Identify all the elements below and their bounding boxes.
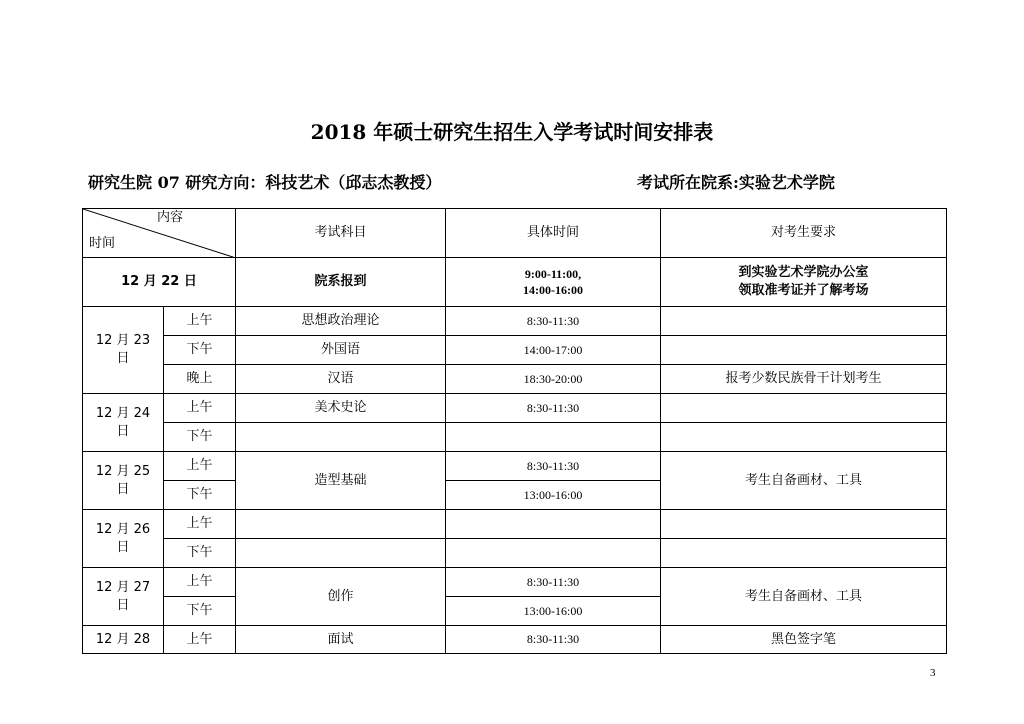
period-cell: 下午 [164,597,236,626]
date-cell [83,307,164,394]
date-line: 12 月 27 [95,579,151,595]
period-cell: 上午 [164,510,236,539]
table-row [83,365,947,394]
time-cell: 18:30-20:00 [446,365,661,394]
time-cell: 8:30-11:30 [446,626,661,654]
subject-cell [236,539,446,568]
date-cell: 12 月 22 日 [83,258,236,307]
date-cell [83,568,164,626]
subject-cell: 院系报到 [236,258,446,307]
subject-cell: 造型基础 [236,452,446,510]
date-line: 日 [116,351,130,366]
period-cell: 上午 [164,307,236,336]
exam-schedule-table [82,208,947,654]
period-cell: 上午 [164,568,236,597]
header-schedule: 具体时间 [446,209,661,258]
time-line: 14:00-16:00 [523,283,583,297]
requirement-cell [661,394,947,423]
subject-cell: 思想政治理论 [236,307,446,336]
time-cell: 8:30-11:30 [446,452,661,481]
page-number: 3 [930,667,936,679]
table-row [83,626,947,654]
table-row [83,258,947,307]
date-line: 日 [116,539,130,555]
requirement-cell [661,423,947,452]
time-cell: 8:30-11:30 [446,307,661,336]
period-cell: 下午 [164,481,236,510]
date-line: 日 [116,481,130,497]
requirement-cell [661,307,947,336]
time-cell: 13:00-16:00 [446,481,661,510]
period-cell: 上午 [164,452,236,481]
date-cell: 12 月 28 [83,626,164,654]
time-cell [446,258,661,307]
period-cell: 下午 [164,423,236,452]
requirement-cell [661,336,947,365]
time-cell: 8:30-11:30 [446,568,661,597]
date-line: 12 月 26 [95,521,151,537]
table-row [83,394,947,423]
document-title: 2018 年硕士研究生招生入学考试时间安排表 [310,120,714,144]
requirement-cell: 考生自备画材、工具 [661,452,947,510]
subject-cell: 美术史论 [236,394,446,423]
date-cell [83,510,164,568]
header-requirement: 对考生要求 [661,209,947,258]
requirement-cell: 考生自备画材、工具 [661,568,947,626]
period-cell: 下午 [164,336,236,365]
table-row [83,307,947,336]
requirement-cell: 黑色签字笔 [661,626,947,654]
requirement-cell: 报考少数民族骨干计划考生 [661,365,947,394]
period-cell: 上午 [164,394,236,423]
time-cell: 14:00-17:00 [446,336,661,365]
period-cell: 下午 [164,539,236,568]
requirement-cell [661,258,947,307]
header-subject: 考试科目 [236,209,446,258]
time-cell [446,539,661,568]
table-row [83,568,947,597]
subject-cell: 创作 [236,568,446,626]
date-line: 日 [116,423,130,439]
header-time-label: 时间 [89,236,116,252]
date-line: 12 月 24 [95,405,151,421]
research-direction: 研究生院 07 研究方向：科技艺术（邱志杰教授） [88,173,442,192]
table-row [83,336,947,365]
table-row [83,452,947,481]
table-row [83,423,947,452]
date-cell [83,452,164,510]
subject-cell: 面试 [236,626,446,654]
table-row [83,539,947,568]
date-line: 12 月 25 [95,463,151,479]
table-row [83,510,947,539]
time-cell [446,510,661,539]
time-line: 9:00-11:00, [524,266,582,281]
exam-department: 考试所在院系:实验艺术学院 [637,173,835,192]
requirement-cell [661,539,947,568]
time-cell [446,423,661,452]
subject-cell [236,510,446,539]
period-cell: 上午 [164,626,236,654]
period-cell: 晚上 [164,365,236,394]
subject-cell [236,423,446,452]
requirement-line: 到实验艺术学院办公室 [738,265,869,281]
diagonal-header-cell [83,209,236,258]
time-cell: 13:00-16:00 [446,597,661,626]
subject-cell: 外国语 [236,336,446,365]
date-line: 日 [116,597,130,613]
time-cell: 8:30-11:30 [446,394,661,423]
date-cell [83,394,164,452]
subject-cell: 汉语 [236,365,446,394]
requirement-line: 领取准考证并了解考场 [738,283,869,298]
requirement-cell [661,510,947,539]
date-line: 12 月 23 [95,333,151,349]
header-row [83,209,947,258]
header-content-label: 内容 [156,210,183,225]
